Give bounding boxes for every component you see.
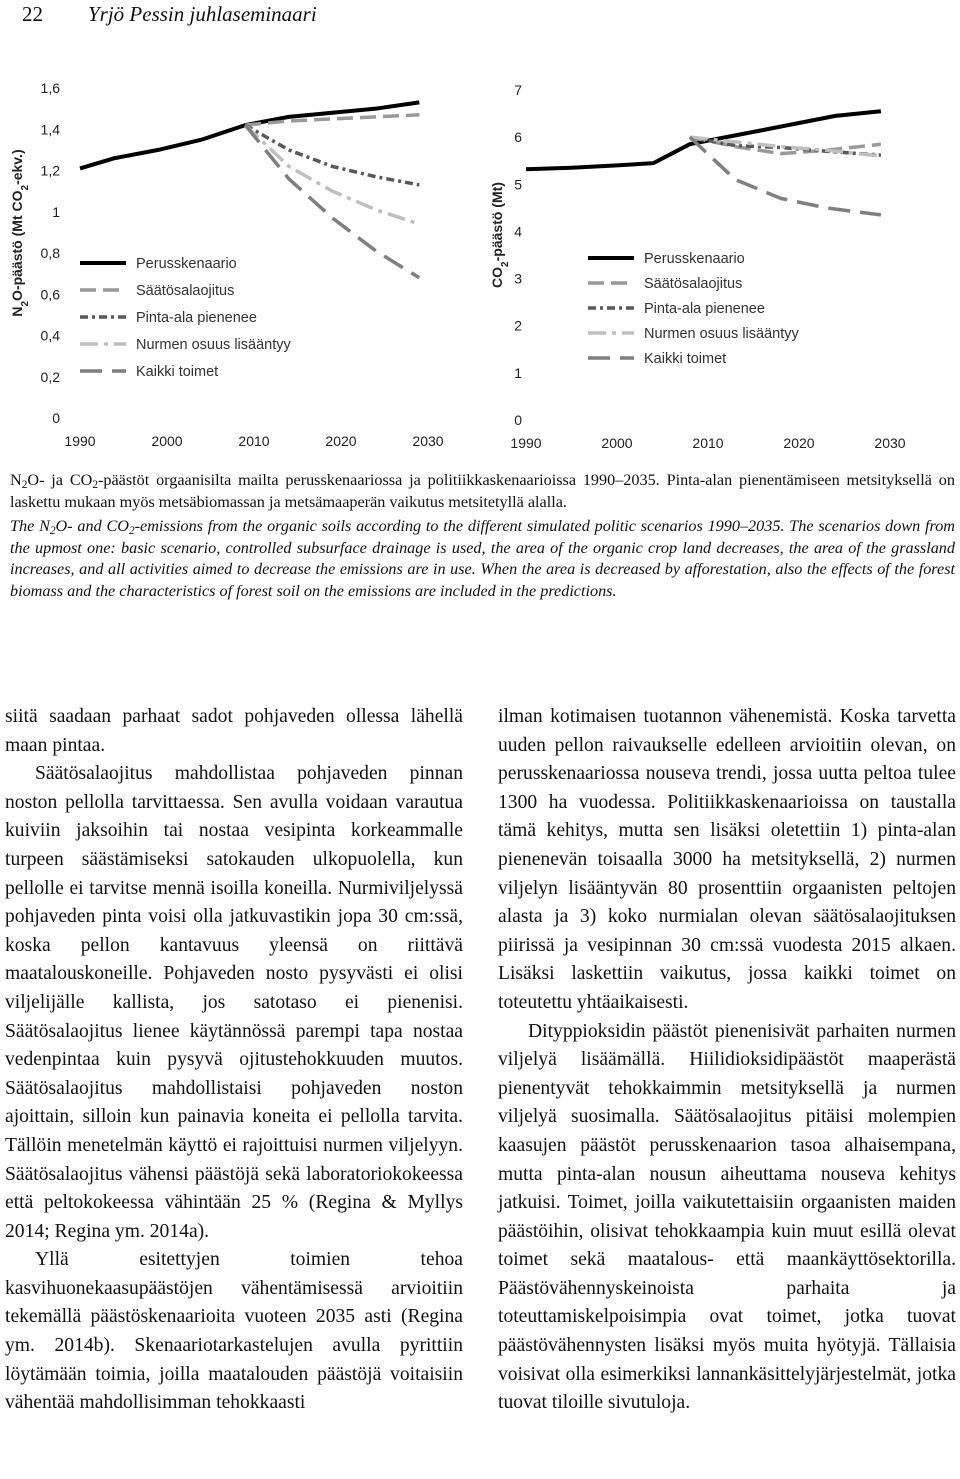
y-tick-label: 1,4 xyxy=(40,121,60,138)
y-axis-title: $N_2O$-päästö (Mt $CO_2-ekv$.) xyxy=(9,149,31,317)
page-header xyxy=(22,2,942,32)
x-tick-label: 2000 xyxy=(601,435,633,451)
y-tick-label: 0 xyxy=(514,412,522,428)
y-tick-label: 0,8 xyxy=(40,245,60,261)
co2-emissions-chart xyxy=(488,60,958,470)
series-line xyxy=(245,125,419,224)
legend-label: Kaikki toimet xyxy=(644,351,727,367)
legend-label: Kaikki toimet xyxy=(136,364,219,380)
paragraph: ilman kotimaisen tuotannon vähenemistä. Koska tarvetta uuden pellon raivaukselle edelleen arvioitiin olevan, on perusskenaariossa nouseva trendi, jossa uutta peltoa tulee 1300 ha vuodessa. Politiikkaskenaarioissa on taustalla tämä kehitys, mutta sen lisäksi oletettiin 1) pinta-alan pienenevän toisaalla 3000 ha metsityksellä, 2) nurmen viljelyn lisääntyvän 80 prosenttiin orgaanisten peltojen alasta ja 3) koko nurmialan olevan säätösalaojituksen piirissä ja vesipinnan 30 cm:ssä vuodesta 2015 alkaen. Lisäksi laskettiin vaikutus, jossa kaikki toimet on toteutettu yhtäaikaisesti. xyxy=(498,706,956,1013)
legend-label: Perusskenaario xyxy=(644,251,745,267)
legend-label: Pinta-ala pienenee xyxy=(644,301,765,317)
x-tick-label: 2020 xyxy=(325,433,357,449)
y-axis-title: $CO_2$-päästö (Mt) xyxy=(489,182,511,288)
y-tick-label: 7 xyxy=(514,82,522,98)
y-tick-label: 1,2 xyxy=(40,162,60,179)
y-tick-label: 2 xyxy=(514,317,522,334)
y-tick-label: 4 xyxy=(514,223,522,240)
x-tick-label: 2020 xyxy=(783,435,815,451)
charts-area xyxy=(0,60,960,470)
page-number: 22 xyxy=(22,2,43,26)
legend-label: Nurmen osuus lisääntyy xyxy=(136,337,291,353)
body-column-left xyxy=(5,703,463,1418)
running-title: Yrjö Pessin juhlaseminaari xyxy=(88,2,317,26)
legend-label: Perusskenaario xyxy=(136,256,237,272)
x-tick-label: 2010 xyxy=(692,435,724,451)
paragraph: Yllä esitettyjen toimien tehoa kasvihuonekaasupäästöjen vähentämisessä arvioitiin tekemällä päästöskenaarioita vuoteen 2035 asti (Regina ym. 2014b). Skenaariotarkastelujen avulla pyrittiin löytämään toimia, joilla maatalouden päästöjä voitaisiin vähentää mahdollisimman tehokkaasti xyxy=(5,1249,463,1414)
x-tick-label: 1990 xyxy=(510,435,542,451)
y-tick-label: 5 xyxy=(514,176,522,193)
x-tick-label: 2000 xyxy=(151,433,183,449)
x-tick-label: 2030 xyxy=(412,433,444,449)
paragraph: siitä saadaan parhaat sadot pohjaveden ollessa lähellä maan pintaa. xyxy=(5,706,463,756)
y-tick-label: 0,4 xyxy=(40,327,60,344)
paragraph: Dityppioksidin päästöt pienenisivät parhaiten nurmen viljelyä lisäämällä. Hiilidioksidipäästöt maaperästä pienentyvät tehokkaimmin metsityksellä ja nurmen viljelyä suosimalla. Säätösalaojitus pitäisi molempien kaasujen päästöt perusskenaarion tasoa alhaisempana, mutta pinta-alan nousun aiheuttama nouseva kehitys jatkuisi. Toimet, joilla vaikutettaisiin orgaanisten maiden päästöihin, olisivat tehokkaampia kuin muut esillä olevat toimet sekä maatalous- että maankäyttösektorilla. Päästövähennyskeinoista parhaita ja toteuttamiskelpoisimpia ovat toimet, jotka tuovat päästövähennysten lisäksi myös muita hyötyjä. Tällaisia voisivat olla esimerkiksi lannankäsittelyjärjestelmät, jotka tuovat tiloille sivutuloja. xyxy=(498,1020,956,1414)
legend-label: Nurmen osuus lisääntyy xyxy=(644,326,799,342)
paragraph: Säätösalaojitus mahdollistaa pohjaveden pinnan noston pellolla tarvittaessa. Sen avulla voidaan varautua kuiviin jaksoihin tai nostaa vesipinta korkeammalle turpeen säästämiseksi satokauden ulkopuolella, kun pellolle ei tarvitse mennä isoilla koneilla. Nurmiviljelyssä pohjaveden pinta voisi olla jatkuvastikin jopa 30 cm:ssä, koska pellon kantavuus yleensä on riittävä maatalouskoneille. Pohjaveden nosto pysyvästi ei olisi viljelijälle kallista, jos satotaso ei pienenisi. Säätösalaojitus lienee käytännössä parempi tapa nostaa vedenpintaa kuin pysyvä ojitustehokkuuden muutos. Säätösalaojitus mahdollistaisi pohjaveden noston ajoittain, silloin kun painavia koneita ei pellolla tarvita. Tällöin menetelmän käyttö ei rajoittuisi nurmen viljelyyn. Säätösalaojitus vähensi päästöjä sekä laboratoriokokeessa että peltokokeessa vähintään 25 % (Regina & Myllys 2014; Regina ym. 2014a). xyxy=(5,763,463,1242)
x-tick-label: 2010 xyxy=(238,433,270,449)
x-tick-label: 1990 xyxy=(64,433,96,449)
caption-english: The $N_2O-$ and $CO_2$-emissions from the organic soils according to the different simulated politic scenarios 1990–2035. The scenarios down from the upmost one: basic scenario, controlled subsurface drainage is used, the area of the organic crop land decreases, the area of the grassland increases, and all activities aimed to decrease the emissions are in use. When the area is decreased by afforestation, also the effects of the forest biomass and the characteristics of forest soil on the emissions are included in the predictions. xyxy=(10,517,955,600)
y-tick-label: 0,2 xyxy=(40,368,60,385)
y-tick-label: 1,6 xyxy=(40,80,60,96)
y-tick-label: 1 xyxy=(514,364,522,381)
y-tick-label: 0,6 xyxy=(40,286,60,303)
caption-finnish: $N_2O-$ ja $CO_2$-päästöt orgaanisilta mailta perusskenaariossa ja politiikkaskenaarioissa 1990–2035. Pinta-alan pienentämiseen metsityksellä on laskettu mukaan myös metsäbiomassan ja metsämaaperän vaikutus metsitetyllä alalla. xyxy=(10,471,955,511)
n2o-emissions-chart xyxy=(0,60,450,470)
legend-label: Säätösalaojitus xyxy=(136,283,235,299)
legend-label: Pinta-ala pienenee xyxy=(136,310,257,326)
body-column-right xyxy=(498,703,956,1418)
y-tick-label: 0 xyxy=(52,410,60,426)
y-tick-label: 1 xyxy=(52,203,60,220)
figure-caption xyxy=(10,470,955,605)
series-line xyxy=(80,102,419,168)
x-tick-label: 2030 xyxy=(874,435,906,451)
legend-label: Säätösalaojitus xyxy=(644,276,743,292)
y-tick-label: 3 xyxy=(514,270,522,287)
y-tick-label: 6 xyxy=(514,129,522,146)
